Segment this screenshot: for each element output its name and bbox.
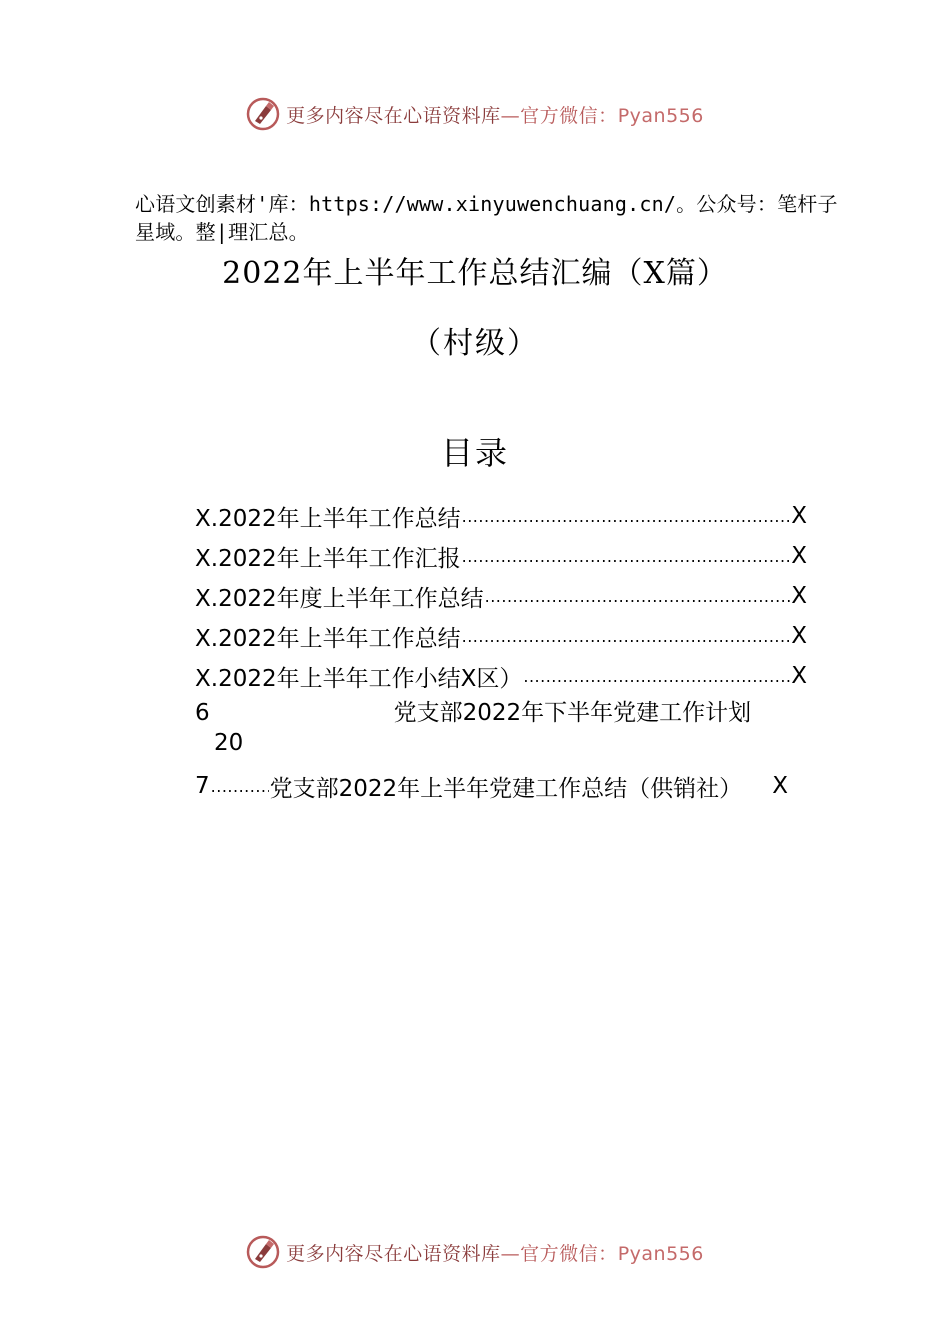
pen-nib-logo-icon [246,97,280,131]
toc-entry-number: 6 [195,700,210,726]
toc-entry-title: X.2022年上半年工作汇报 [195,545,461,572]
toc-leader-dots [462,627,791,656]
banner-wechat-id: Pyan556 [617,104,704,127]
toc-entry[interactable] [195,616,807,656]
toc-entry[interactable] [195,576,807,616]
toc-leader-dots [210,710,394,716]
toc-leader-dots [523,667,790,696]
banner-official-label: 官方微信： [520,1242,618,1265]
toc-heading: 目录 [440,434,509,472]
toc-entry[interactable] [195,698,815,758]
toc-entry-title: X.2022年上半年工作小结X区） [195,665,523,692]
toc-entry-page: X [791,503,807,529]
toc-entry-page: X [791,543,807,569]
table-of-contents [195,496,845,806]
footer-banner [0,1232,950,1272]
toc-entry-page: X [791,663,807,689]
toc-entry-title: X.2022年上半年工作总结 [195,625,461,652]
toc-leader-dots [462,547,791,576]
source-note: 心语文创素材'库：https://www.xinyuwenchuang.cn/。公众号：笔杆子星域。整|理汇总。 [135,192,838,244]
toc-entry-number: 7 [195,773,210,799]
toc-entry-page: X [772,773,788,799]
toc-entry-page: X [791,623,807,649]
toc-leader-dots [462,507,791,536]
banner-text [286,1239,704,1266]
toc-entry[interactable] [195,656,807,696]
banner-wechat-id: Pyan556 [617,1242,704,1265]
toc-entry[interactable] [195,496,807,536]
banner-dash: — [500,104,521,127]
toc-entry[interactable] [195,766,845,806]
banner-main-text: 更多内容尽在心语资料库 [286,1242,501,1265]
toc-leader-dots [485,587,791,616]
toc-entry-page: X [791,583,807,609]
toc-entry-title: 党支部2022年下半年党建工作计划 [393,700,752,726]
banner-dash: — [500,1242,521,1265]
pen-nib-logo-icon [246,1235,280,1269]
toc-entry-title: X.2022年上半年工作总结 [195,505,461,532]
toc-entry-title: 党支部2022年上半年党建工作总结（供销社） [269,775,743,802]
toc-entry[interactable] [195,536,807,576]
toc-entry-page: 20 [214,730,244,756]
header-banner [0,94,950,134]
toc-entry-title: X.2022年度上半年工作总结 [195,585,484,612]
document-title: 2022年上半年工作总结汇编（X篇） [222,256,728,291]
banner-text [286,101,704,128]
document-subtitle: （村级） [411,326,539,361]
banner-main-text: 更多内容尽在心语资料库 [286,104,501,127]
banner-official-label: 官方微信： [520,104,618,127]
toc-leader-dots [211,777,269,806]
